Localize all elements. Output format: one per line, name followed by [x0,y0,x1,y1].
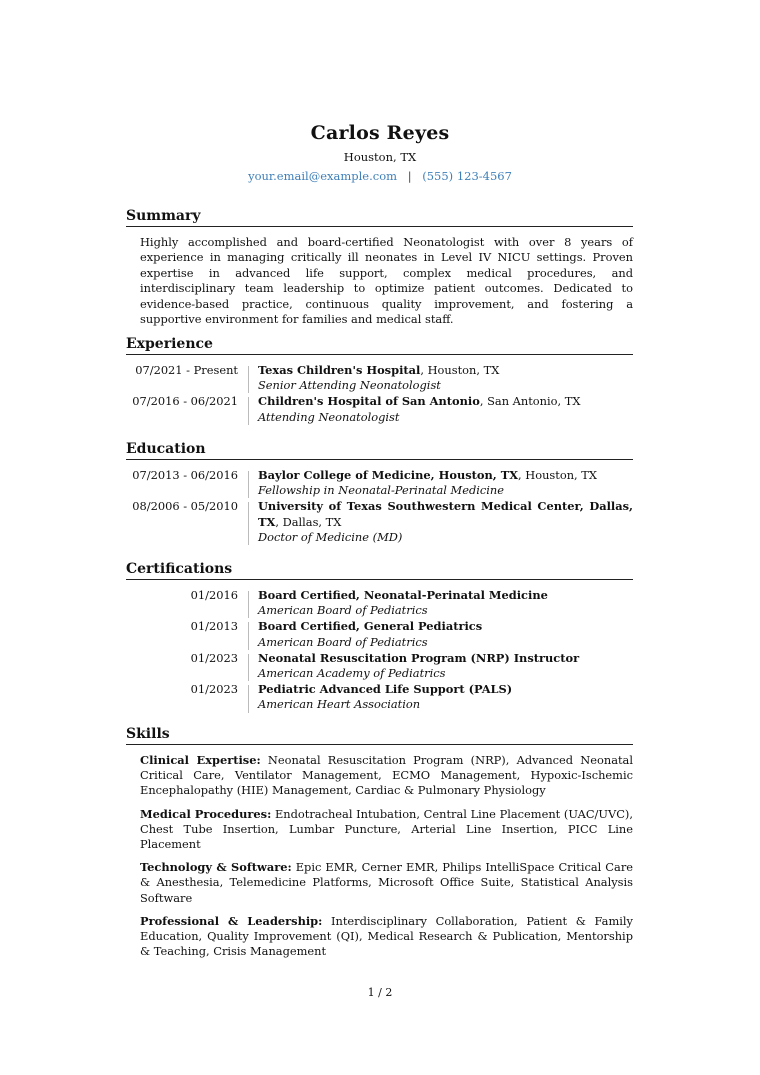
entry-role: Senior Attending Neonatologist [258,378,441,393]
entry-role: Doctor of Medicine (MD) [258,529,403,544]
certification-issuer: American Academy of Pediatrics [258,666,446,681]
entry-place: , San Antonio, TX [479,394,581,409]
contact-line [0,169,760,183]
skills-heading: Skills [126,726,633,745]
experience-entry [126,363,633,393]
page-number: 1 / 2 [367,986,393,999]
entry-date: 07/2021 - Present [135,363,238,377]
skill-group-text: Endotracheal Intubation, Central Line Placement (UAC/UVC), Chest Tube Insertion, Lumbar Puncture, Arterial Line Insertion, PICC Line Placement [140,806,633,852]
candidate-name: Carlos Reyes [310,122,450,144]
entry-date: 01/2013 [190,619,238,634]
certifications-list [126,588,633,714]
experience-list [126,363,633,426]
entry-date: 07/2016 - 06/2021 [132,394,238,409]
certification-name: Neonatal Resuscitation Program (NRP) Instructor [258,650,580,665]
certification-issuer: American Board of Pediatrics [258,603,428,618]
entry-body [258,588,633,618]
skill-group-label: Medical Procedures: [140,806,272,821]
experience-entry [126,394,633,424]
skill-group [140,753,633,799]
education-list [126,468,633,546]
entry-place: , Houston, TX [420,363,500,377]
entry-divider [238,468,258,498]
certification-issuer: American Heart Association [258,697,421,712]
summary-text: Highly accomplished and board-certified Neonatologist with over 8 years of experience in managing critically ill neonates in Level IV NICU settings. Proven expertise in advanced life support, complex medical procedures, and interdisciplinary team leadership to optimize patient outcomes. Dedicated to evidence-based practice, continuous quality improvement, and fostering a supportive environment for families and medical staff. [140,235,633,327]
resume-header [0,122,760,183]
entry-organization: Baylor College of Medicine, Houston, TX [258,468,519,482]
skill-group-label: Technology & Software: [140,860,292,875]
phone-link[interactable]: (555) 123-4567 [422,169,512,183]
entry-date: 07/2013 - 06/2016 [132,468,238,482]
education-heading: Education [126,441,633,460]
contact-separator: | [407,169,412,183]
certifications-heading: Certifications [126,561,633,580]
certification-name: Board Certified, Neonatal-Perinatal Medicine [258,588,548,602]
entry-role: Fellowship in Neonatal-Perinatal Medicine [258,483,504,498]
certification-issuer: American Board of Pediatrics [258,634,428,649]
skill-group-text: Neonatal Resuscitation Program (NRP), Advanced Neonatal Critical Care, Ventilator Management, ECMO Management, Hypoxic-Ischemic Encephalopathy (HIE) Management, Cardiac & Pulmonary Physiology [140,753,633,798]
entry-role: Attending Neonatologist [258,409,400,424]
certification-name: Pediatric Advanced Life Support (PALS) [258,682,513,697]
entry-body [258,363,633,393]
skill-group-text: Interdisciplinary Collaboration, Patient & Family Education, Quality Improvement (QI), Medical Research & Publication, Mentorship & Teaching, Crisis Management [140,913,633,959]
certification-entry [126,651,633,681]
entry-organization: Texas Children's Hospital [258,363,421,377]
skill-group-text: Epic EMR, Cerner EMR, Philips IntelliSpace Critical Care & Anesthesia, Telemedicine Platforms, Microsoft Office Suite, Statistical Analysis Software [140,860,634,905]
entry-divider [238,619,258,649]
experience-heading: Experience [126,336,633,355]
entry-date: 01/2016 [190,588,238,602]
skill-group-label: Professional & Leadership: [140,913,323,928]
entry-body [258,394,633,424]
entry-body [258,651,633,681]
entry-date: 08/2006 - 05/2010 [132,499,238,514]
entry-divider [238,651,258,681]
entry-place: , Houston, TX [518,468,597,482]
skill-group [140,807,633,853]
entry-body [258,619,633,649]
email-link[interactable]: your.email@example.com [248,169,398,183]
certification-entry [126,588,633,618]
entry-date: 01/2023 [190,650,238,665]
entry-divider [238,394,258,424]
skill-group [140,914,633,960]
candidate-location: Houston, TX [343,150,417,164]
entry-place: , Dallas, TX [275,514,342,529]
skills-list [140,753,633,967]
entry-date: 01/2023 [190,682,238,697]
entry-body [258,468,633,498]
entry-divider [238,363,258,393]
entry-body [258,499,633,545]
entry-divider [238,499,258,545]
entry-organization: University of Texas Southwestern Medical Center, Dallas, TX [258,499,633,529]
education-entry [126,468,633,498]
entry-divider [238,588,258,618]
summary-heading: Summary [126,208,633,227]
certification-entry [126,619,633,649]
entry-body [258,682,633,712]
entry-divider [238,682,258,712]
skill-group [140,860,633,906]
skill-group-label: Clinical Expertise: [140,753,261,767]
certification-name: Board Certified, General Pediatrics [258,619,483,634]
certification-entry [126,682,633,712]
entry-organization: Children's Hospital of San Antonio [258,394,480,409]
education-entry [126,499,633,545]
